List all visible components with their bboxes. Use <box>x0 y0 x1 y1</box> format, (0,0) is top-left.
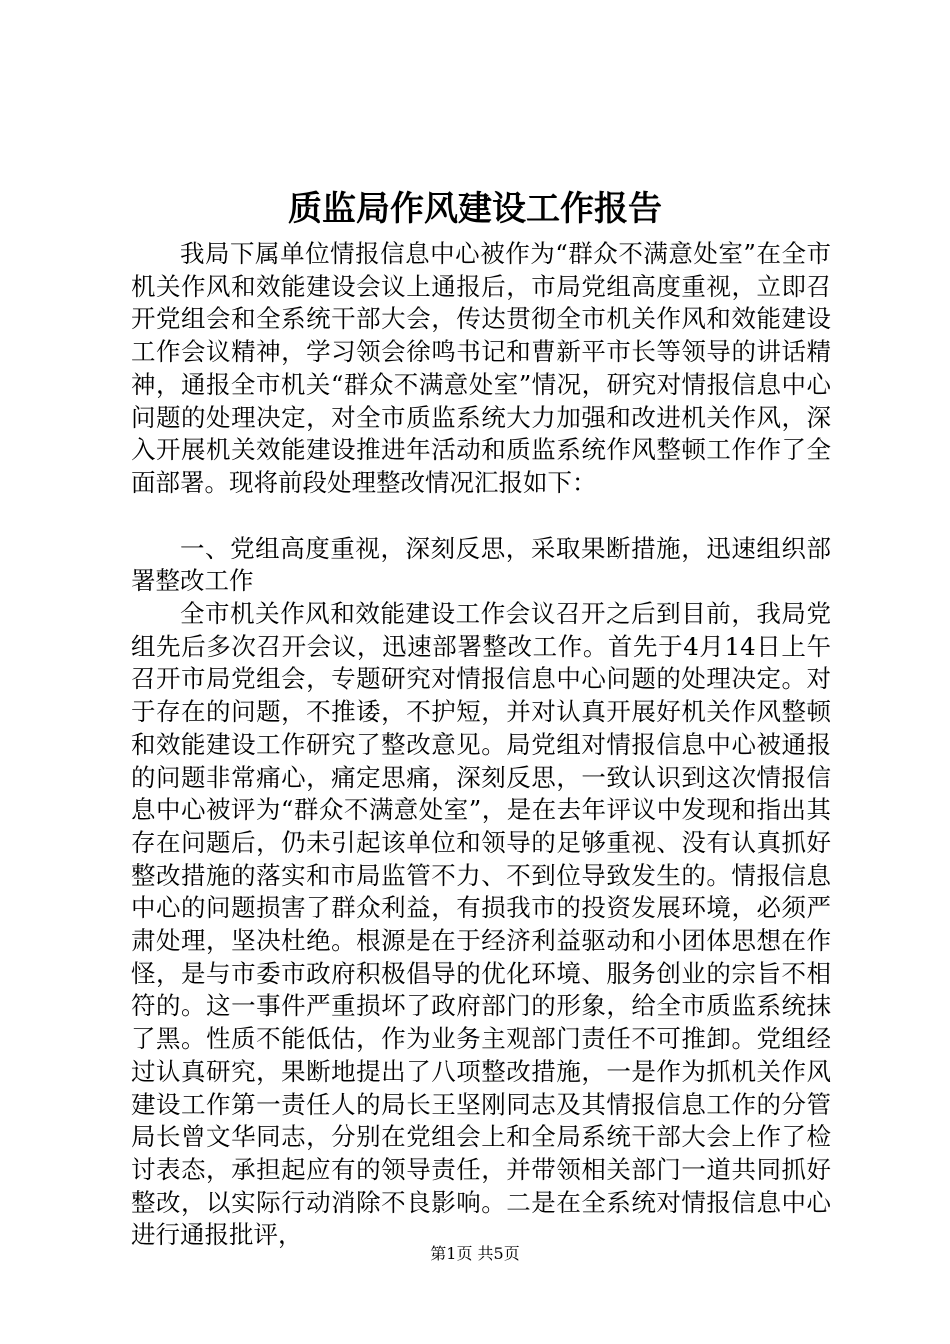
document-title: 质监局作风建设工作报告 <box>288 189 662 229</box>
document-body <box>131 238 831 1252</box>
intro-paragraph: 我局下属单位情报信息中心被作为“群众不满意处室”在全市机关作风和效能建设会议上通报后，市局党组高度重视，立即召开党组会和全系统干部大会，传达贯彻全市机关作风和效能建设工作会议精神，学习领会徐鸣书记和曹新平市长等领导的讲话精神，通报全市机关“群众不满意处室”情况，研究对情报信息中心问题的处理决定，对全市质监系统大力加强和改进机关作风，深入开展机关效能建设推进年活动和质监系统作风整顿工作作了全面部署。现将前段处理整改情况汇报如下： <box>131 239 831 497</box>
section-1-paragraph: 全市机关作风和效能建设工作会议召开之后到目前，我局党组先后多次召开会议，迅速部署整改工作。首先于4月14日上午召开市局党组会，专题研究对情报信息中心问题的处理决定。对于存在的问题，不推诿，不护短，并对认真开展好机关作风整顿和效能建设工作研究了整改意见。局党组对情报信息中心被通报的问题非常痛心，痛定思痛，深刻反思，一致认识到这次情报信息中心被评为“群众不满意处室”，是在去年评议中发现和指出其存在问题后，仍未引起该单位和领导的足够重视、没有认真抓好整改措施的落实和市局监管不力、不到位导致发生的。情报信息中心的问题损害了群众利益，有损我市的投资发展环境，必须严肃处理，坚决杜绝。根源是在于经济利益驱动和小团体思想在作怪，是与市委市政府积极倡导的优化环境、服务创业的宗旨不相符的。这一事件严重损坏了政府部门的形象，给全市质监系统抹了黑。性质不能低估，作为业务主观部门责任不可推卸。党组经过认真研究，果断地提出了八项整改措施，一是作为抓机关作风建设工作第一责任人的局长王坚刚同志及其情报信息工作的分管局长曾文华同志，分别在党组会上和全局系统干部大会上作了检讨表态，承担起应有的领导责任，并带领相关部门一道共同抓好整改，以实际行动消除不良影响。二是在全系统对情报信息中心进行通报批评， <box>131 599 831 1250</box>
page-number-footer: 第1页 共5页 <box>430 1244 520 1263</box>
section-heading-1: 一、党组高度重视，深刻反思，采取果断措施，迅速组织部署整改工作 <box>131 533 831 596</box>
paragraph-spacer <box>131 500 831 533</box>
